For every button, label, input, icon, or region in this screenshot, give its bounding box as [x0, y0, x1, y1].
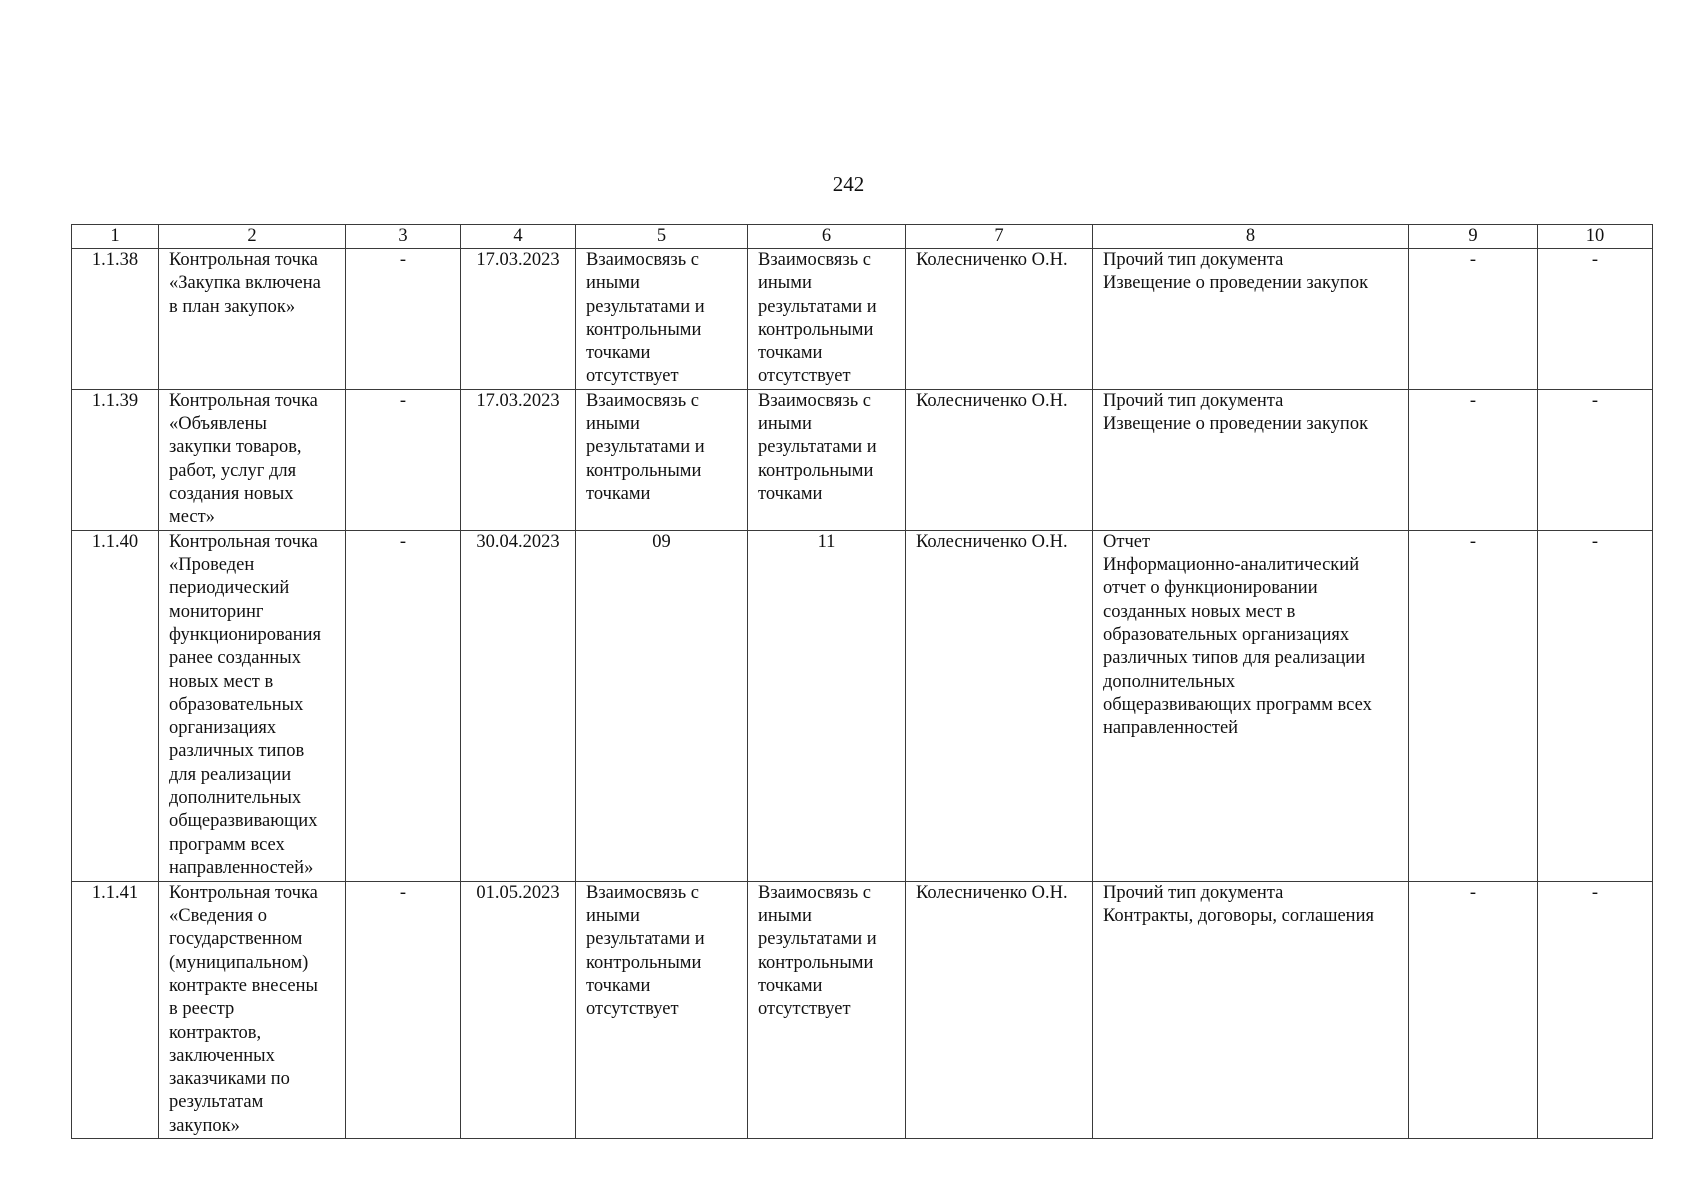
text-line: заключенных [169, 1045, 275, 1066]
text-line: общеразвивающих [169, 811, 318, 832]
text-line: Прочий тип документа [1103, 390, 1284, 411]
text-line: Прочий тип документа [1103, 250, 1284, 270]
text-line: закупки товаров, [169, 437, 302, 458]
control-points-table [71, 224, 1653, 1139]
column-header: 10 [1538, 225, 1653, 249]
text-line: иными [758, 273, 812, 294]
text-line: «Закупка включена [169, 273, 321, 294]
control-point-name [159, 530, 346, 881]
text-line: образовательных организациях [1103, 624, 1350, 645]
text-line: Отчет [1103, 531, 1151, 552]
col9-value: - [1409, 530, 1538, 881]
col5-value [576, 249, 748, 390]
text-line: точками [758, 483, 823, 504]
column-header: 2 [159, 225, 346, 249]
text-line: иными [758, 414, 812, 435]
control-point-name [159, 249, 346, 390]
column-header: 6 [748, 225, 906, 249]
text-line: результатами и [758, 296, 877, 317]
column-header: 5 [576, 225, 748, 249]
text-line: Взаимосвязь с [758, 882, 871, 903]
row-number: 1.1.40 [72, 530, 159, 881]
column-numbers-row [72, 225, 1653, 249]
text-line: закупок» [169, 1115, 240, 1136]
table-row [72, 881, 1653, 1138]
text-line: в реестр [169, 999, 235, 1020]
text-line: контрольными [586, 952, 702, 973]
col9-value: - [1409, 881, 1538, 1138]
text-line: Контрольная точка [169, 531, 318, 552]
text-line: Прочий тип документа [1103, 882, 1284, 903]
col6-value [748, 249, 906, 390]
text-line: результатами и [586, 296, 705, 317]
text-line: иными [586, 414, 640, 435]
column-header: 7 [906, 225, 1093, 249]
text-line: иными [586, 273, 640, 294]
text-line: направленностей [1103, 718, 1239, 739]
text-line: созданных новых мест в [1103, 601, 1296, 622]
col5-value [576, 389, 748, 530]
text-line: точками [758, 975, 823, 996]
col6-value [748, 881, 906, 1138]
col3-value: - [346, 530, 461, 881]
table-row [72, 249, 1653, 390]
text-line: общеразвивающих программ всех [1103, 694, 1372, 715]
text-line: работ, услуг для [169, 460, 297, 481]
row-number: 1.1.39 [72, 389, 159, 530]
text-line: результатами и [758, 929, 877, 950]
col9-value: - [1409, 249, 1538, 390]
col6-value: 11 [748, 530, 906, 881]
text-line: различных типов для реализации [1103, 648, 1366, 669]
text-line: Взаимосвязь с [586, 390, 699, 411]
document-type [1093, 389, 1409, 530]
column-header: 9 [1409, 225, 1538, 249]
text-line: мониторинг [169, 601, 264, 622]
text-line: «Объявлены [169, 414, 267, 435]
text-line: Контракты, договоры, соглашения [1103, 906, 1374, 927]
text-line: Извещение о проведении закупок [1103, 273, 1369, 294]
text-line: «Проведен [169, 555, 255, 576]
row-number: 1.1.38 [72, 249, 159, 390]
document-type [1093, 881, 1409, 1138]
text-line: дополнительных [1103, 671, 1236, 692]
text-line: государственном [169, 929, 303, 950]
text-line: мест» [169, 507, 215, 528]
text-line: различных типов [169, 741, 305, 762]
responsible-person: Колесниченко О.Н. [906, 881, 1093, 1138]
table-row [72, 389, 1653, 530]
text-line: точками [586, 483, 651, 504]
text-line: Взаимосвязь с [758, 390, 871, 411]
text-line: заказчиками по [169, 1069, 290, 1090]
text-line: результатами и [758, 437, 877, 458]
responsible-person: Колесниченко О.Н. [906, 530, 1093, 881]
text-line: иными [586, 906, 640, 927]
text-line: «Сведения о [169, 906, 267, 927]
col5-value [576, 881, 748, 1138]
text-line: Контрольная точка [169, 882, 318, 903]
col3-value: - [346, 249, 461, 390]
text-line: контрольными [758, 952, 874, 973]
responsible-person: Колесниченко О.Н. [906, 389, 1093, 530]
text-line: периодический [169, 578, 290, 599]
text-line: Взаимосвязь с [586, 882, 699, 903]
text-line: контрактов, [169, 1022, 262, 1043]
date-cell: 01.05.2023 [461, 881, 576, 1138]
text-line: организациях [169, 718, 277, 739]
text-line: создания новых [169, 483, 294, 504]
text-line: ранее созданных [169, 648, 301, 669]
control-point-name [159, 389, 346, 530]
date-cell: 17.03.2023 [461, 249, 576, 390]
text-line: в план закупок» [169, 296, 296, 317]
text-line: отсутствует [586, 999, 679, 1020]
text-line: результатами и [586, 929, 705, 950]
col10-value: - [1538, 530, 1653, 881]
text-line: образовательных [169, 694, 304, 715]
text-line: отсутствует [758, 366, 851, 387]
text-line: Контрольная точка [169, 250, 318, 270]
text-line: контрольными [758, 319, 874, 340]
col10-value: - [1538, 389, 1653, 530]
text-line: функционирования [169, 624, 322, 645]
col3-value: - [346, 881, 461, 1138]
col10-value: - [1538, 881, 1653, 1138]
text-line: отсутствует [586, 366, 679, 387]
text-line: точками [586, 343, 651, 364]
responsible-person: Колесниченко О.Н. [906, 249, 1093, 390]
row-number: 1.1.41 [72, 881, 159, 1138]
column-header: 3 [346, 225, 461, 249]
text-line: программ всех [169, 834, 285, 855]
text-line: Информационно-аналитический [1103, 555, 1360, 576]
col10-value: - [1538, 249, 1653, 390]
document-type [1093, 530, 1409, 881]
document-type [1093, 249, 1409, 390]
text-line: Извещение о проведении закупок [1103, 414, 1369, 435]
text-line: отсутствует [758, 999, 851, 1020]
text-line: контрольными [586, 460, 702, 481]
col3-value: - [346, 389, 461, 530]
text-line: иными [758, 906, 812, 927]
text-line: точками [586, 975, 651, 996]
date-cell: 17.03.2023 [461, 389, 576, 530]
text-line: Контрольная точка [169, 390, 318, 411]
text-line: направленностей» [169, 857, 314, 878]
column-header: 1 [72, 225, 159, 249]
text-line: контрольными [758, 460, 874, 481]
col6-value [748, 389, 906, 530]
text-line: дополнительных [169, 788, 302, 809]
text-line: точками [758, 343, 823, 364]
text-line: результатами и [586, 437, 705, 458]
text-line: Взаимосвязь с [758, 250, 871, 270]
text-line: для реализации [169, 764, 292, 785]
text-line: контракте внесены [169, 975, 318, 996]
table-row [72, 530, 1653, 881]
column-header: 8 [1093, 225, 1409, 249]
column-header: 4 [461, 225, 576, 249]
text-line: результатам [169, 1092, 264, 1113]
page-number: 242 [832, 172, 865, 196]
col9-value: - [1409, 389, 1538, 530]
text-line: контрольными [586, 319, 702, 340]
text-line: Взаимосвязь с [586, 250, 699, 270]
text-line: новых мест в [169, 671, 274, 692]
control-point-name [159, 881, 346, 1138]
col5-value: 09 [576, 530, 748, 881]
text-line: (муниципальном) [169, 952, 309, 973]
date-cell: 30.04.2023 [461, 530, 576, 881]
text-line: отчет о функционировании [1103, 578, 1318, 599]
